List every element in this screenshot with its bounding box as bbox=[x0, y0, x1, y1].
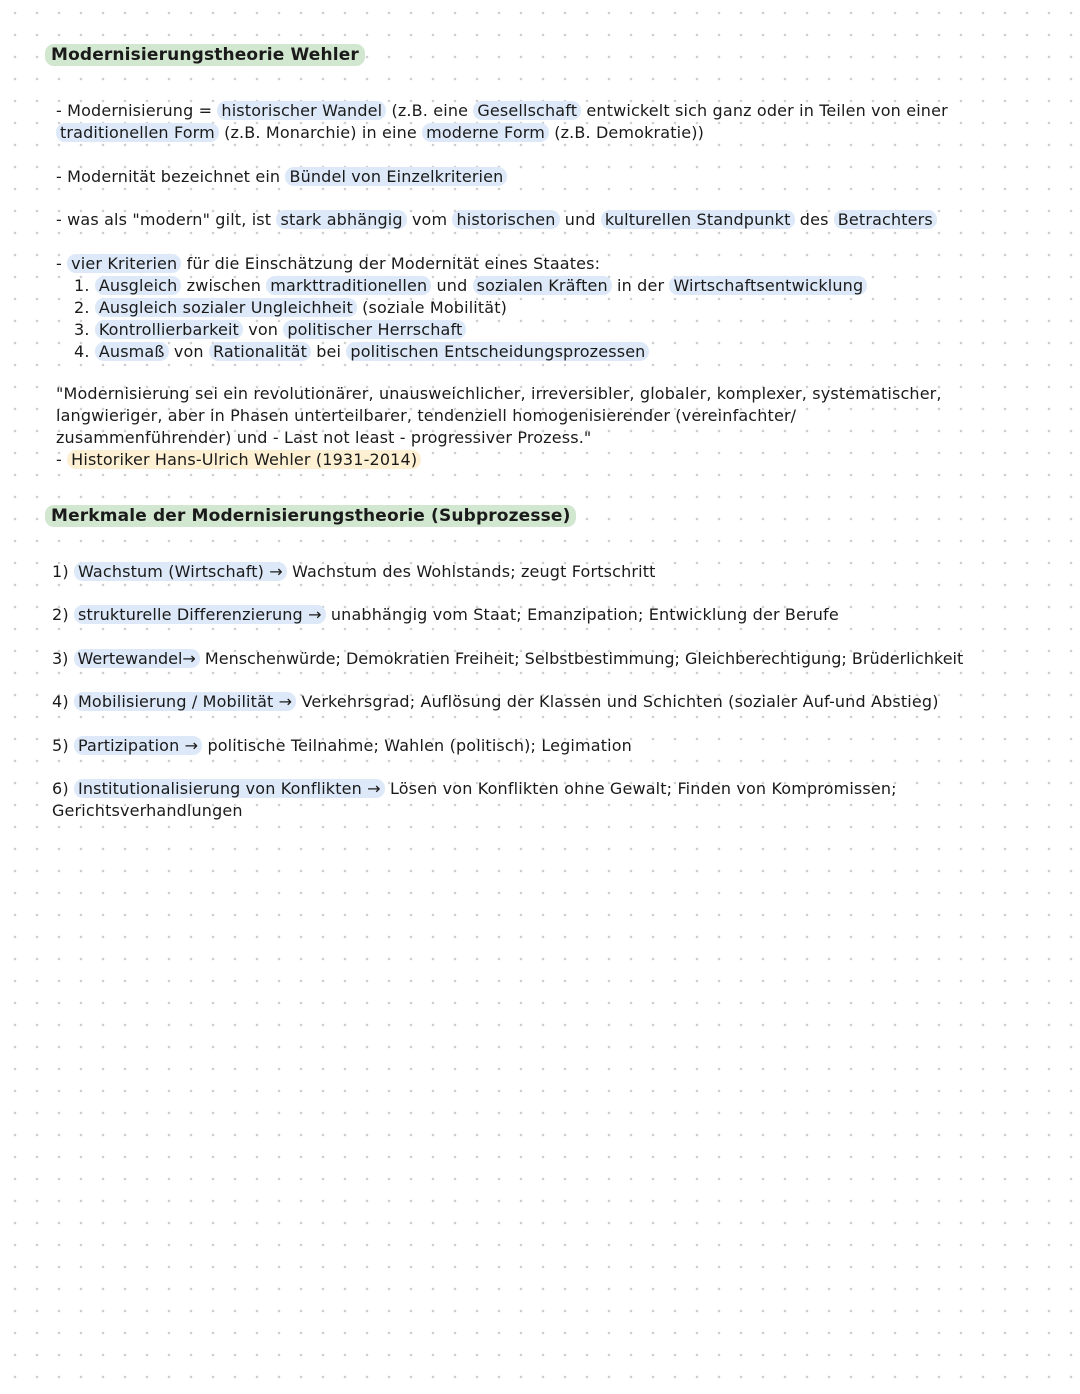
bullet-modernitaet bbox=[56, 166, 1046, 188]
text-line: 1) Wachstum (Wirtschaft) → Wachstum des Wohlstands; zeugt Fortschritt bbox=[52, 562, 656, 581]
merkmal-6 bbox=[52, 778, 1042, 822]
wehler-quote bbox=[56, 383, 1046, 471]
highlight: Partizipation → bbox=[74, 736, 202, 755]
text-line: - Modernisierung = historischer Wandel (z.B. eine Gesellschaft entwickelt sich ganz oder in Teilen von einer bbox=[56, 101, 948, 120]
merkmal-3 bbox=[52, 648, 1072, 670]
section-title-wehler bbox=[45, 44, 365, 66]
bullet-modernisierung bbox=[56, 100, 1046, 144]
highlight: Wachstum (Wirtschaft) → bbox=[74, 562, 287, 581]
criterion-1: 1. Ausgleich zwischen markttraditionellen und sozialen Kräften in der Wirtschaftsentwicklung bbox=[56, 275, 1046, 297]
bullet-kriterien bbox=[56, 253, 1046, 363]
highlight: Wertewandel→ bbox=[74, 649, 200, 668]
highlight: sozialen Kräften bbox=[473, 276, 612, 295]
text-line: 3) Wertewandel→ Menschenwürde; Demokratien Freiheit; Selbstbestimmung; Gleichberechtigung; Brüderlichkeit bbox=[52, 649, 964, 668]
section-title-text: Modernisierungstheorie Wehler bbox=[45, 44, 365, 66]
highlight: Ausgleich bbox=[95, 276, 182, 295]
text-line: - Modernität bezeichnet ein Bündel von Einzelkriterien bbox=[56, 166, 1046, 188]
highlight: politischer Herrschaft bbox=[283, 320, 466, 339]
highlight: Kontrollierbarkeit bbox=[95, 320, 243, 339]
merkmal-1 bbox=[52, 561, 1042, 583]
highlight: kulturellen Standpunkt bbox=[601, 210, 795, 229]
highlight: traditionellen Form bbox=[56, 123, 219, 142]
criterion-2: 2. Ausgleich sozialer Ungleichheit (soziale Mobilität) bbox=[74, 298, 508, 317]
quote-line: zusammenführender) und - Last not least - progressiver Prozess." bbox=[56, 428, 592, 447]
highlight: Bündel von Einzelkriterien bbox=[285, 167, 507, 186]
highlight: Rationalität bbox=[209, 342, 311, 361]
text-line: 2) strukturelle Differenzierung → unabhängig vom Staat; Emanzipation; Entwicklung der Berufe bbox=[52, 605, 839, 624]
quote-line: "Modernisierung sei ein revolutionärer, unausweichlicher, irreversibler, globaler, komplexer, systematischer, bbox=[56, 384, 942, 403]
criterion-4: 4. Ausmaß von Rationalität bei politischen Entscheidungsprozessen bbox=[56, 341, 1046, 363]
highlight: Institutionalisierung von Konflikten → bbox=[74, 779, 385, 798]
text-line: 6) Institutionalisierung von Konflikten → Lösen von Konflikten ohne Gewalt; Finden von Kompromissen; bbox=[52, 779, 897, 798]
bullet-modern bbox=[56, 209, 1046, 231]
merkmal-4 bbox=[52, 691, 1042, 713]
merkmal-2 bbox=[52, 604, 1042, 626]
text-line: 4) Mobilisierung / Mobilität → Verkehrsgrad; Auflösung der Klassen und Schichten (sozialer Auf-und Abstieg) bbox=[52, 692, 939, 711]
quote-line: langwieriger, aber in Phasen unterteilbarer, tendenziell homogenisierender (vereinfachter/ bbox=[56, 406, 797, 425]
highlight: moderne Form bbox=[422, 123, 549, 142]
text-line: - vier Kriterien für die Einschätzung der Modernität eines Staates: bbox=[56, 254, 601, 273]
text-line: 5) Partizipation → politische Teilnahme; Wahlen (politisch); Legimation bbox=[52, 736, 632, 755]
highlight: stark abhängig bbox=[276, 210, 406, 229]
text-line: Gerichtsverhandlungen bbox=[52, 801, 243, 820]
highlight: Wirtschaftsentwicklung bbox=[669, 276, 867, 295]
criterion-3: 3. Kontrollierbarkeit von politischer Herrschaft bbox=[56, 319, 1046, 341]
text-line: traditionellen Form (z.B. Monarchie) in eine moderne Form (z.B. Demokratie)) bbox=[56, 122, 1046, 144]
highlight: politischen Entscheidungsprozessen bbox=[346, 342, 649, 361]
highlight: strukturelle Differenzierung → bbox=[74, 605, 326, 624]
highlight: historischen bbox=[452, 210, 559, 229]
highlight: historischer Wandel bbox=[217, 101, 386, 120]
highlight: Historiker Hans-Ulrich Wehler (1931-2014) bbox=[67, 450, 421, 469]
merkmal-5 bbox=[52, 735, 1042, 757]
section-title-merkmale bbox=[45, 505, 576, 527]
highlight: Gesellschaft bbox=[473, 101, 581, 120]
text-line: - was als "modern" gilt, ist stark abhängig vom historischen und kulturellen Standpunkt des Betrachters bbox=[56, 209, 1046, 231]
section-title-text: Merkmale der Modernisierungstheorie (Subprozesse) bbox=[45, 505, 576, 527]
highlight: Mobilisierung / Mobilität → bbox=[74, 692, 296, 711]
highlight: vier Kriterien bbox=[67, 254, 181, 273]
highlight: markttraditionellen bbox=[266, 276, 431, 295]
highlight: Betrachters bbox=[834, 210, 937, 229]
highlight: Ausmaß bbox=[95, 342, 169, 361]
highlight: Ausgleich sozialer Ungleichheit bbox=[95, 298, 357, 317]
quote-author: - Historiker Hans-Ulrich Wehler (1931-2014) bbox=[56, 449, 1046, 471]
